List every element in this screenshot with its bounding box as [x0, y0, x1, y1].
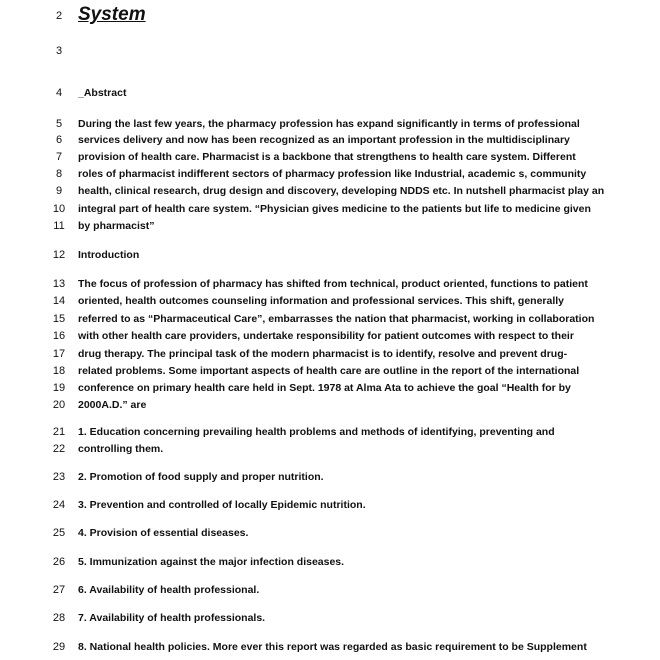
line-number: 6: [55, 134, 63, 146]
line-number: 28: [52, 612, 66, 624]
abstract-heading: _Abstract: [78, 87, 127, 99]
list-item: 6. Availability of health professional.: [78, 584, 260, 596]
line-number: 15: [52, 313, 66, 325]
line-number: 14: [52, 295, 66, 307]
list-item: 4. Provision of essential diseases.: [78, 527, 249, 539]
section-title: System: [78, 4, 146, 25]
abstract-line: provision of health care. Pharmacist is a backbone that strengthens to health care system. Different: [78, 151, 576, 163]
line-number: 11: [53, 220, 65, 232]
line-number: 16: [52, 330, 66, 342]
line-number: 12: [52, 249, 66, 261]
list-item: 2. Promotion of food supply and proper nutrition.: [78, 471, 324, 483]
line-number: 2: [55, 10, 63, 22]
line-number: 26: [52, 556, 66, 568]
list-item: 5. Immunization against the major infection diseases.: [78, 556, 345, 568]
line-number: 19: [52, 382, 66, 394]
abstract-line: services delivery and now has been recognized as an important profession in the multidisciplinary: [78, 134, 570, 146]
list-item: 3. Prevention and controlled of locally Epidemic nutrition.: [78, 499, 366, 511]
abstract-line: During the last few years, the pharmacy profession has expand significantly in terms of professional: [78, 118, 580, 130]
line-number: 22: [52, 443, 66, 455]
line-number: 4: [55, 87, 63, 99]
intro-line: oriented, health outcomes counseling information and professional services. This shift, generally: [78, 295, 565, 307]
line-number: 24: [52, 499, 66, 511]
line-number: 18: [52, 365, 66, 377]
intro-line: related problems. Some important aspects of health care are outline in the report of the international: [78, 365, 580, 377]
line-number: 7: [55, 151, 63, 163]
list-item: controlling them.: [78, 443, 164, 455]
list-item: 1. Education concerning prevailing health problems and methods of identifying, preventing and: [78, 426, 555, 438]
line-number: 3: [55, 45, 63, 57]
line-number: 5: [55, 118, 63, 130]
intro-line: The focus of profession of pharmacy has shifted from technical, product oriented, functions to patient: [78, 278, 588, 290]
line-number: 8: [55, 168, 63, 180]
abstract-line: by pharmacist”: [78, 220, 155, 232]
line-number: 27: [52, 584, 66, 596]
line-number: 20: [52, 399, 66, 411]
line-number: 17: [52, 348, 66, 360]
abstract-line: health, clinical research, drug design and discovery, developing NDDS etc. In nutshell pharmacist play an: [78, 185, 605, 197]
line-number: 13: [52, 278, 66, 290]
intro-line: conference on primary health care held in Sept. 1978 at Alma Ata to achieve the goal “Health for by: [78, 382, 571, 394]
intro-line: with other health care providers, undertake responsibility for patient outcomes with respect to their: [78, 330, 574, 342]
abstract-line: integral part of health care system. “Physician gives medicine to the patients but life to medicine given: [78, 203, 591, 215]
line-number: 10: [52, 203, 66, 215]
introduction-heading: Introduction: [78, 249, 140, 261]
line-number: 23: [52, 471, 66, 483]
intro-line: 2000A.D.” are: [78, 399, 147, 411]
line-number: 9: [55, 185, 63, 197]
abstract-line: roles of pharmacist indifferent sectors of pharmacy profession like Industrial, academic s, community: [78, 168, 587, 180]
line-number: 21: [52, 426, 66, 438]
line-number: 25: [52, 527, 66, 539]
list-item: 8. National health policies. More ever this report was regarded as basic requirement to be Supplement: [78, 641, 587, 653]
intro-line: drug therapy. The principal task of the modern pharmacist is to identify, resolve and prevent drug-: [78, 348, 568, 360]
line-number: 29: [52, 641, 66, 653]
intro-line: referred to as “Pharmaceutical Care”, embarrasses the nation that pharmacist, working in collaboration: [78, 313, 595, 325]
list-item: 7. Availability of health professionals.: [78, 612, 266, 624]
